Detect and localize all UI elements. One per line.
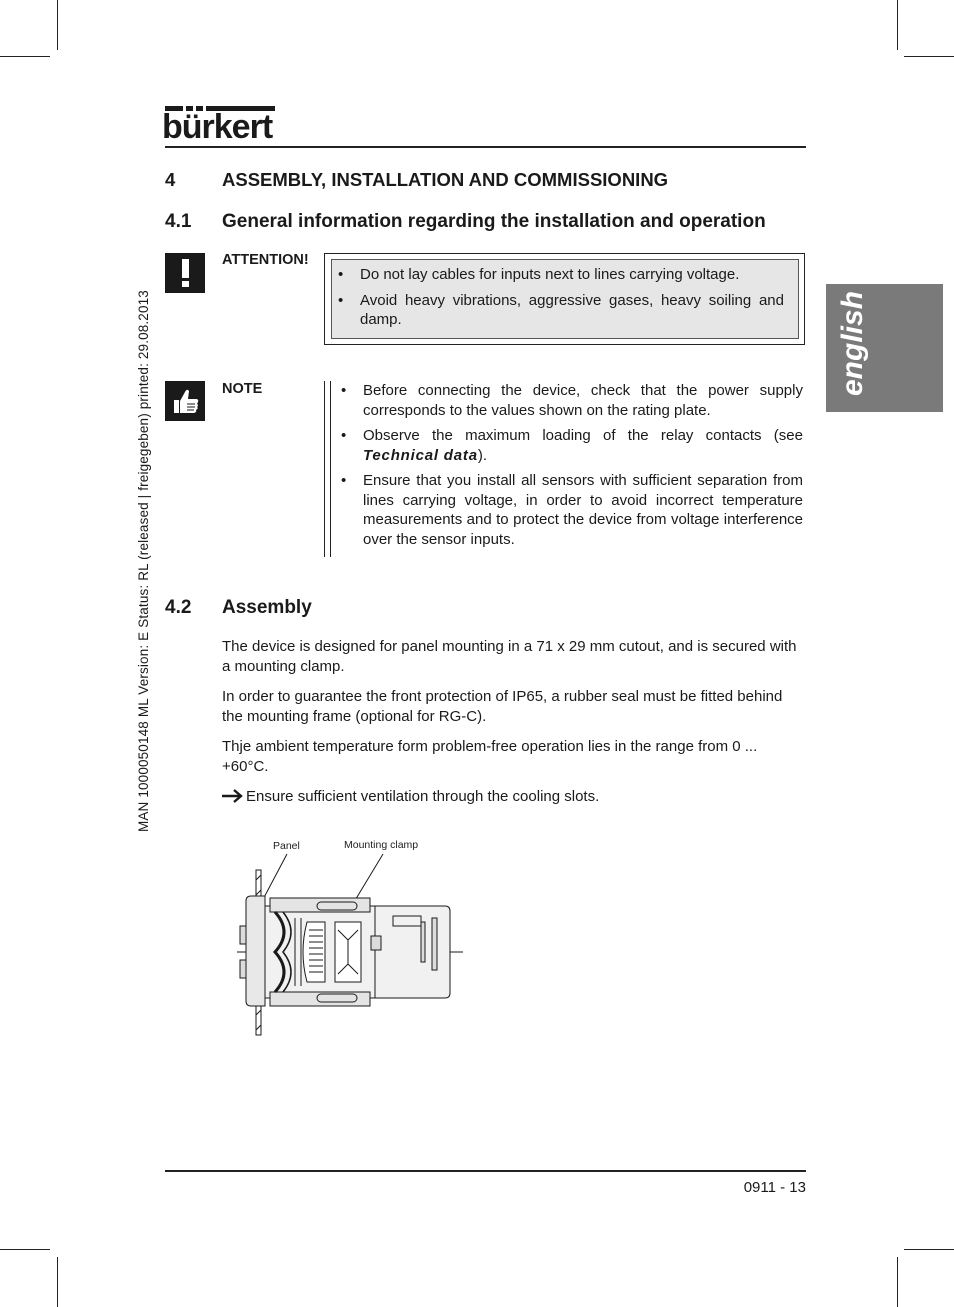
header-rule <box>165 146 806 148</box>
note-label: NOTE <box>222 381 263 397</box>
technical-data-reference: Technical data <box>363 446 478 464</box>
arrow-right-icon <box>221 789 243 803</box>
paragraph: In order to guarantee the front protection of IP65, a rubber seal must be fitted behind the mounting frame (optional for RG-C). <box>222 688 783 725</box>
list-item: • Ensure that you install all sensors with sufficient separation from lines carrying voltage, in order to avoid incorrect temperature measurements and to protect the device from voltage interference over the sensor inputs. <box>335 471 803 549</box>
crop-mark <box>0 56 50 57</box>
figure-label-panel: Panel <box>273 840 300 852</box>
note-rule <box>324 381 325 557</box>
note-rule <box>330 381 331 557</box>
brand-logo: bürkert <box>162 108 273 146</box>
paragraph: Thje ambient temperature form problem-free operation lies in the range from 0 ... +60°C. <box>222 738 758 775</box>
language-tab <box>826 284 943 412</box>
action-instruction: Ensure sufficient ventilation through the cooling slots. <box>246 788 600 805</box>
page-number: 0911 - 13 <box>743 1179 806 1196</box>
subsection-number: 4.1 <box>165 211 192 232</box>
section-number: 4 <box>165 169 176 190</box>
crop-mark <box>904 56 954 57</box>
attention-label: ATTENTION! <box>222 252 309 268</box>
list-item-text: ). <box>477 446 488 464</box>
crop-mark <box>904 1249 954 1250</box>
exclamation-icon <box>165 253 205 293</box>
list-item: • Do not lay cables for inputs next to lines carrying voltage. <box>332 265 784 285</box>
subsection-title: General information regarding the installation and operation <box>222 211 766 232</box>
figure-label-clamp: Mounting clamp <box>344 839 419 851</box>
crop-mark <box>0 1249 50 1250</box>
subsection-number: 4.2 <box>165 597 192 618</box>
section-title: ASSEMBLY, INSTALLATION AND COMMISSIONING <box>222 169 669 190</box>
subsection-title: Assembly <box>222 597 312 618</box>
list-item <box>335 426 803 465</box>
paragraph: The device is designed for panel mounting in a 71 x 29 mm cutout, and is secured with a mounting clamp. <box>222 638 797 675</box>
crop-mark <box>897 0 898 50</box>
footer-rule <box>165 1170 806 1172</box>
document-version-note: MAN 1000050148 ML Version: E Status: RL (released | freigegeben) printed: 29.08.2013 <box>136 290 151 832</box>
list-item: • Avoid heavy vibrations, aggressive gases, heavy soiling and damp. <box>332 291 784 330</box>
note-list <box>335 381 803 549</box>
attention-list <box>332 265 784 330</box>
list-item-text: Observe the maximum loading of the relay contacts (see <box>363 427 803 444</box>
crop-mark <box>897 1257 898 1307</box>
thumbs-up-icon <box>165 381 205 421</box>
list-item: • Before connecting the device, check that the power supply corresponds to the values shown on the rating plate. <box>335 381 803 420</box>
language-tab-label: english <box>836 290 869 396</box>
crop-mark <box>57 0 58 50</box>
crop-mark <box>57 1257 58 1307</box>
mounting-diagram <box>225 850 470 1040</box>
